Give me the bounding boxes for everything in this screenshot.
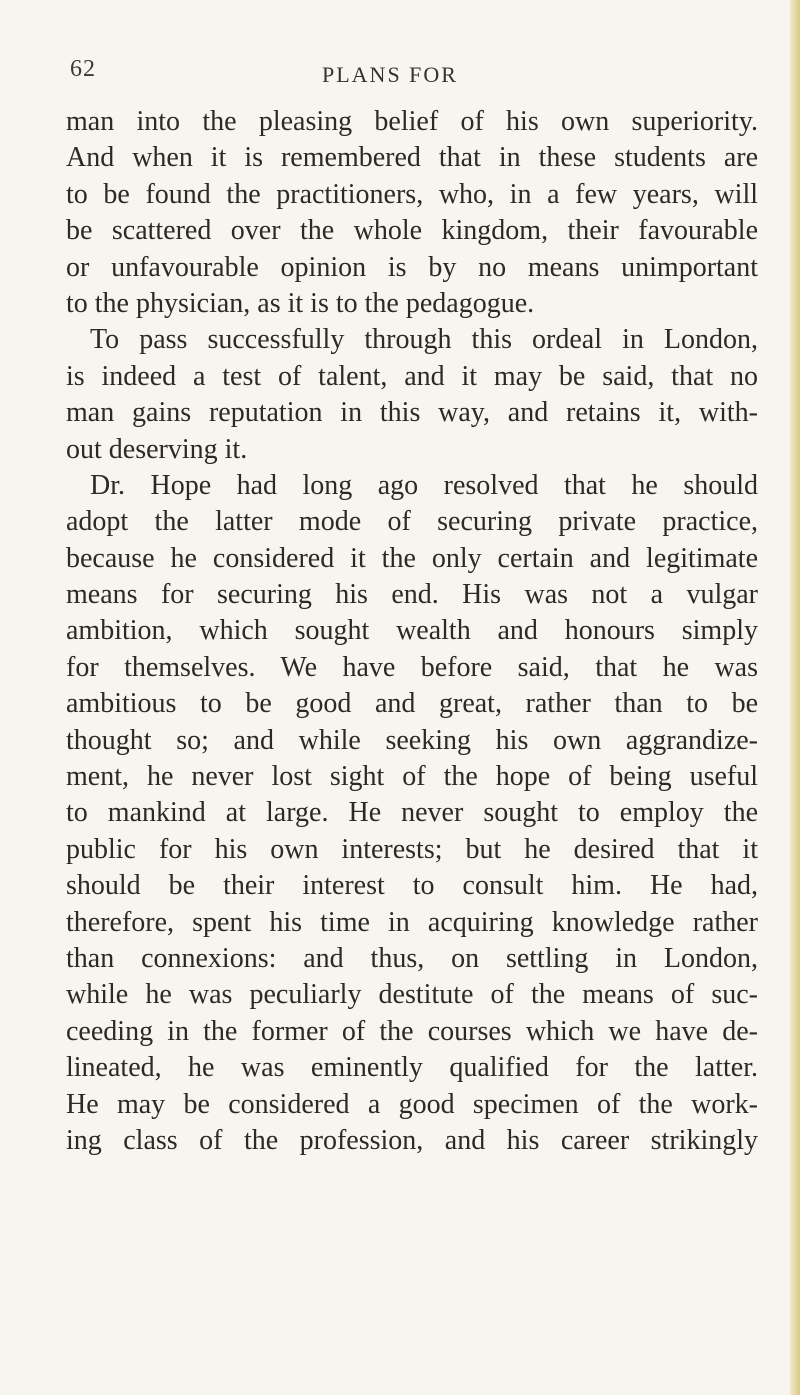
text-line: for themselves. We have before said, that he was xyxy=(66,651,758,683)
text-line: to be found the practitioners, who, in a few years, will xyxy=(66,178,758,210)
text-line: therefore, spent his time in acquiring knowledge rather xyxy=(66,906,758,938)
text-line: or unfavourable opinion is by no means unimportant xyxy=(66,251,758,283)
text-line: because he considered it the only certain and legitimate xyxy=(66,542,758,574)
text-line: And when it is remembered that in these students are xyxy=(66,142,758,174)
text-line: ceeding in the former of the courses which we have de- xyxy=(66,1015,758,1047)
text-line xyxy=(66,686,758,722)
text-line: thought so; and while seeking his own aggrandize- xyxy=(66,724,758,756)
page-edge xyxy=(790,0,800,1395)
text-line: ambition, which sought wealth and honours simply xyxy=(66,615,758,647)
text-line: ing class of the profession, and his career strikingly xyxy=(66,1124,758,1156)
text-line: than connexions: and thus, on settling in London, xyxy=(66,942,758,974)
text-line: adopt the latter mode of securing private practice, xyxy=(66,506,758,538)
running-head: PLANS FOR xyxy=(322,62,458,87)
text-line: ment, he never lost sight of the hope of being useful xyxy=(66,761,758,793)
text-line: man into the pleasing belief of his own superiority. xyxy=(66,106,758,137)
text-line: lineated, he was eminently qualified for the latter. xyxy=(66,1052,758,1084)
text-segment: ambitious to be good and great, rather than to be xyxy=(66,688,758,720)
text-line: man gains reputation in this way, and retains it, with- xyxy=(66,397,758,429)
text-line: should be their interest to consult him. He had, xyxy=(66,870,758,902)
text-line: To pass successfully through this ordeal in London, xyxy=(90,324,758,356)
text-line: while he was peculiarly destitute of the means of suc- xyxy=(66,979,758,1011)
text-line: out deserving it. xyxy=(66,433,248,465)
text-line: be scattered over the whole kingdom, their favourable xyxy=(66,215,758,247)
text-line: to mankind at large. He never sought to employ the xyxy=(66,797,758,829)
text-line: means for securing his end. His was not a vulgar xyxy=(66,579,758,611)
text-line: He may be considered a good specimen of the work- xyxy=(66,1088,758,1120)
page-number: 62 xyxy=(70,56,96,82)
text-line: Dr. Hope had long ago resolved that he should xyxy=(90,469,758,501)
text-line: public for his own interests; but he desired that it xyxy=(66,833,758,865)
text-line: is indeed a test of talent, and it may be said, that no xyxy=(66,360,758,392)
text-line: to the physician, as it is to the pedagogue. xyxy=(66,287,535,319)
body-text xyxy=(66,104,758,1159)
